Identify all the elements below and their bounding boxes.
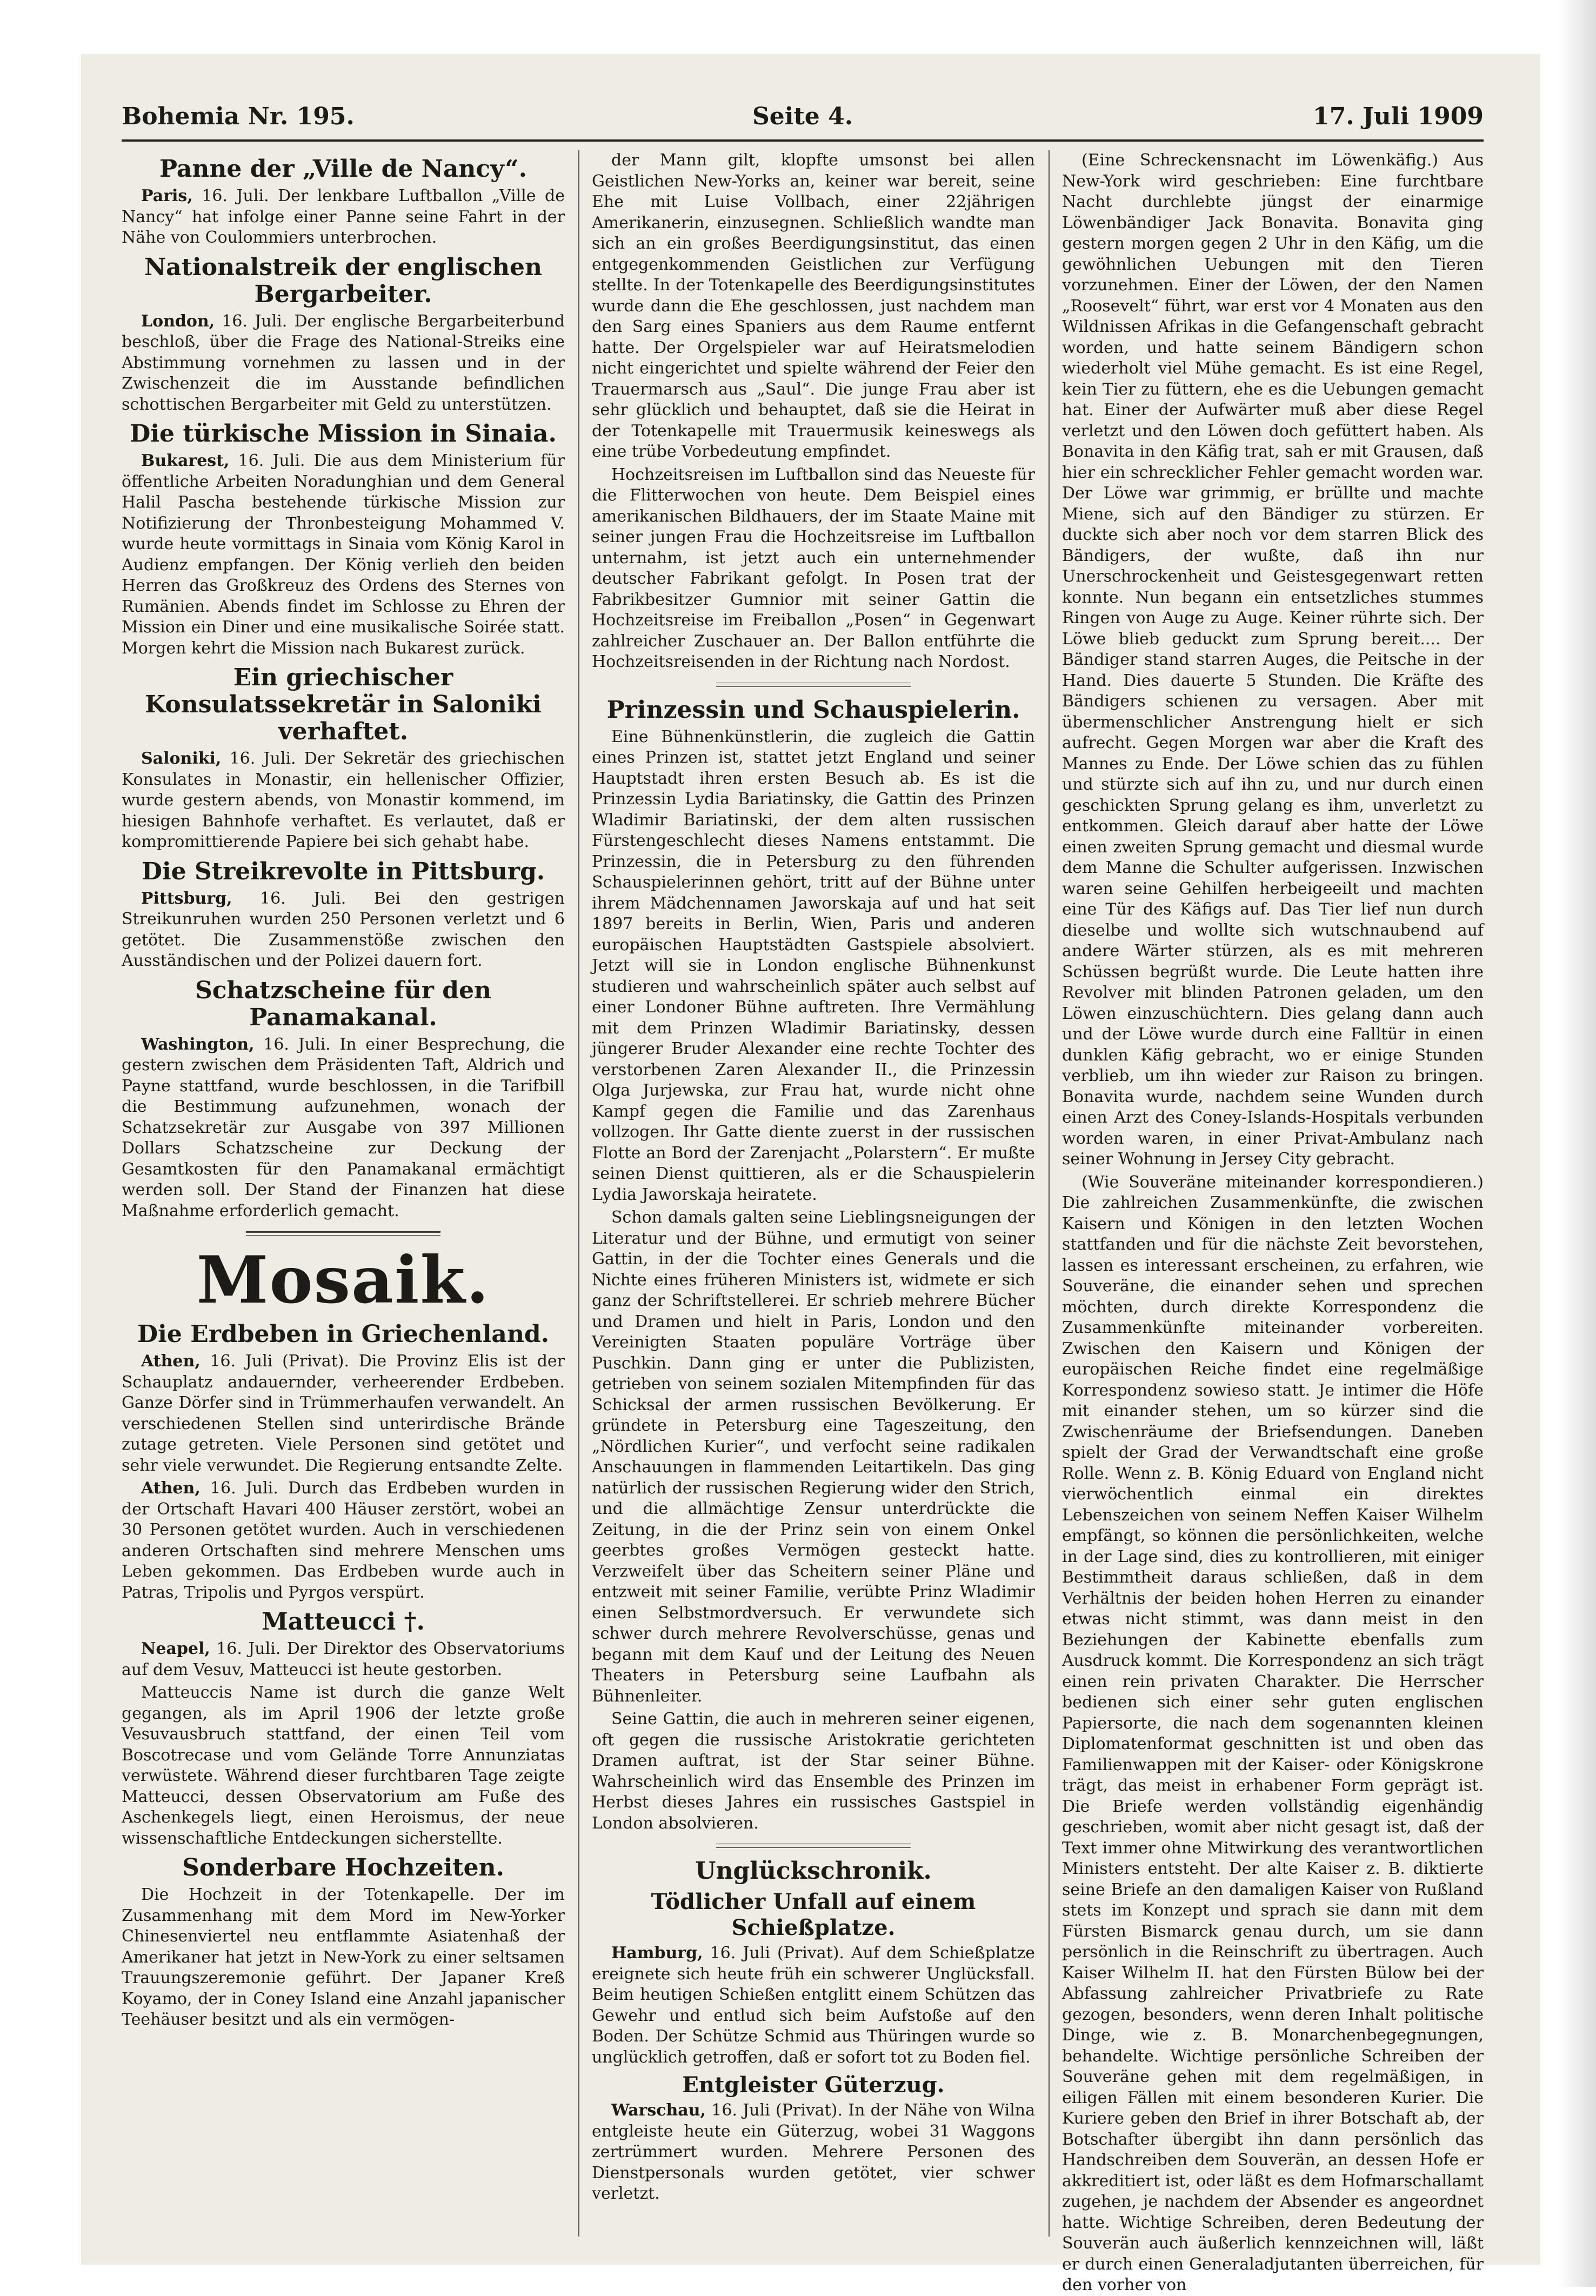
article-body: Hamburg, 16. Juli (Privat). Auf dem Schießplatze ereignete sich heute früh ein schwerer Unglücksfall. Beim heutigen Schießen entglitt einem Schützen das Gewehr und entlud sich beim Aufstoße auf den Boden. Der Schütze Schmid aus Thüringen wurde so unglücklich getroffen, daß er sofort tot zu Boden fiel. [592,1944,1035,2067]
section-rule [716,683,911,687]
article-body: (Eine Schreckensnacht im Löwenkäfig.) Aus New-York wird geschrieben: Eine furchtbare Nacht durchlebte jüngst der einarmige Löwenbändiger Jack Bonavita. Bonavita ging gestern morgen gegen 2 Uhr in den Käfig, um die gewöhnlichen Uebungen mit den Tieren vorzunehmen. Einer der Löwen, der den Namen „Roosevelt“ führt, war erst vor 4 Monaten aus den Wildnissen Afrikas in die Gefangenschaft gebracht worden, und hatte seinem Bändigern schon wiederholt viel Mühe gemacht. Es ist eine Regel, kein Tier zu füttern, ehe es die Uebungen gemacht hat. Einer der Aufwärter muß aber diese Regel verletzt und den Löwen doch gefüttert haben. Als Bonavita in den Käfig trat, sah er mit Grausen, daß hier ein schrecklicher Fehler gemacht worden war. Der Löwe war grimmig, er brüllte und machte Miene, sich auf den Bändiger zu stürzen. Er duckte sich aber noch vor dem starren Blick des Bändigers, der wußte, daß ihn nur Unerschrockenheit und Geistesgegenwart retten konnte. Nun begann ein entsetzliches stummes Ringen von Auge zu Auge. Keiner rührte sich. Der Löwe blieb geduckt zum Sprung bereit.... Der Bändiger stand starren Auges, die Peitsche in der Hand. Dies dauerte 5 Stunden. Die Kräfte des Bändigers schienen zu versagen. Aber mit übermenschlicher Anstrengung hielt er sich aufrecht. Gegen Morgen war aber die Kraft des Mannes zu Ende. Der Löwe schien das zu fühlen und stürzte sich auf ihn zu, und nur durch einen geschickten Sprung gelang es ihm, unverletzt zu entkommen. Gleich darauf aber hatte der Löwe einen zweiten Sprung gemacht und diesmal wurde dem Manne die Schulter aufgerissen. Inzwischen waren seine Gehilfen herbeigeeilt und machten eine Tür des Käfigs auf. Das Tier lief nun durch dieselbe und wollte sich wutschnaubend auf andere Wärter stürzen, als es mit mehreren Schüssen begrüßt wurde. Die Leute hatten ihre Revolver mit blinden Patronen geladen, um den Löwen einzuschüchtern. Dies gelang dann auch und der Löwe wurde durch eine Falltür in einen dunklen Käfig gebracht, wo er einige Stunden verblieb, um ihn wieder zur Raison zu bringen. Bonavita wurde, nachdem seine Wunden durch einen Arzt des Coney-Islands-Hospitals verbunden worden waren, in einer Privat-Ambulanz nach seiner Wohnung in Jersey City gebracht. [1062,151,1484,1169]
dateline: Athen, [141,1479,201,1498]
column-1 [122,150,565,2242]
article-body: Matteuccis Name ist durch die ganze Welt gegangen, als im April 1906 der letzte große Vesuvausbruch stattfand, der einen Teil vom Boscotrecase und vom Gelände Torre Annunziatas verwüstete. Während dieser furchtbaren Tage zeigte Matteucci, dessen Observatorium am Fuße des Aschenkegels liegt, einen Heroismus, der neue wissenschaftliche Entdeckungen sicherstellte. [122,1683,565,1848]
page-number: Seite 4. [752,103,853,130]
article-body: Seine Gattin, die auch in mehreren seiner eigenen, oft gegen die russische Aristokratie gerichteten Dramen auftrat, ist der Star seiner Bühne. Wahrscheinlich wird das Ensemble des Prinzen im Herbst dieses Jahres ein russisches Gastspiel in London absolvieren. [592,1710,1035,1833]
article-body: Eine Bühnenkünstlerin, die zugleich die Gattin eines Prinzen ist, stattet jetzt England und seiner Hauptstadt ihren ersten Besuch ab. Es ist die Prinzessin Lydia Bariatinsky, die Gattin des Prinzen Wladimir Bariatinski, der dem alten russischen Fürstengeschlecht dieses Namens entstammt. Die Prinzessin, die in Petersburg zu den führenden Schauspielerinnen gehört, tritt auf der Bühne unter ihrem Mädchennamen Jaworskaja auf und hat seit 1897 bereits in Berlin, Wien, Paris und anderen europäischen Hauptstädten Gastspiele absolviert. Jetzt will sie in London englische Bühnenkunst studieren und wahrscheinlich später auch selbst auf einer Londoner Bühne auftreten. Ihre Vermählung mit dem Prinzen Wladimir Bariatinsky, dessen jüngerer Bruder Alexander eine rechte Tochter des verstorbenen Zaren Alexander II., die Prinzessin Olga Jurjewska, zur Frau hat, wurde nicht ohne Kampf gegen die Familie und das Zarenhaus vollzogen. Ihr Gatte diente zuerst in der russischen Flotte an Bord der Zarenjacht „Polarstern“. Er mußte seinen Dienst quittieren, als er die Schauspielerin Lydia Jaworskaja heiratete. [592,727,1035,1204]
dateline: Neapel, [141,1639,210,1658]
column-3 [1062,150,1484,2294]
article-body: Saloniki, 16. Juli. Der Sekretär des griechischen Konsulates in Monastir, ein hellenischer Offizier, wurde gestern abends, von Monastir kommend, im hiesigen Bahnhofe verhaftet. Es verlautet, daß er kompromittierende Papiere bei sich gehabt habe. [122,749,565,851]
section-rule [716,1844,911,1848]
article-body: Washington, 16. Juli. In einer Besprechung, die gestern zwischen dem Präsidenten Taft, Aldrich und Payne stattfand, wurde beschlossen, in die Tarifbill die Bestimmung aufzunehmen, wonach der Schatzsekretär zur Ausgabe von 397 Millionen Dollars Schatzscheine zur Deckung der Gesamtkosten für den Panamakanal ermächtigt werden soll. Der Stand der Finanzen hat diese Maßnahme erforderlich gemacht. [122,1034,565,1220]
article-body: London, 16. Juli. Der englische Bergarbeiterbund beschloß, über die Frage des National-Streiks eine Abstimmung vornehmen zu lassen und in der Zwischenzeit die im Ausstande befindlichen schottischen Bergarbeiter mit Geld zu unterstützen. [122,311,565,414]
article-headline: Die Streikrevolte in Pittsburg. [141,857,545,885]
article-headline: Nationalstreik der englischen Bergarbeiter. [144,253,543,308]
article-body: Warschau, 16. Juli (Privat). In der Nähe von Wilna entgleiste heute ein Güterzug, wobei 31 Waggons zertrümmert wurden. Mehrere Personen des Dienstpersonals wurden getötet, vier schwer verletzt. [592,2101,1035,2203]
paper-issue: Bohemia Nr. 195. [122,103,355,130]
article-body: Pittsburg, 16. Juli. Bei den gestrigen Streikunruhen wurden 250 Personen verletzt und 6 getötet. Die Zusammenstöße zwischen den Ausständischen und der Polizei dauern fort. [122,889,565,970]
article-body: Schon damals galten seine Lieblingsneigungen der Literatur und der Bühne, und ermutigt von seiner Gattin, in der die Tochter eines Generals und die Nichte eines früheren Ministers ist, widmete er sich ganz der Schriftstellerei. Er schrieb mehrere Bücher und Dramen und hielt in Paris, London und den Vereinigten Staaten populäre Vorträge über Puschkin. Dann ging er unter die Publizisten, getrieben von seinem sozialen Mitempfinden für das Schicksal der armen russischen Bevölkerung. Er gründete in Petersburg eine Tageszeitung, den „Nördlichen Kurier“, und verfocht seine radikalen Anschauungen in flammenden Leitartikeln. Das ging natürlich der russischen Regierung wider den Strich, und die allmächtige Zensur unterdrückte die Zeitung, in die der Prinz sein von einem Onkel geerbtes großes Vermögen gesteckt hatte. Verzweifelt über das Scheitern seiner Pläne und entzweit mit seiner Familie, verübte Prinz Wladimir einen Selbstmordversuch. Er verwundete sich schwer durch mehrere Revolverschüsse, genas und begann mit dem Kauf und der Leitung des Neuen Theaters in Petersburg seine Laufbahn als Bühnenleiter. [592,1208,1035,1706]
section-rule [246,1231,440,1236]
article-body: Athen, 16. Juli. Durch das Erdbeben wurden in der Ortschaft Havari 400 Häuser zerstört, wobei an 30 Personen getötet wurden. Auch in verschiedenen anderen Ortschaften sind mehrere Menschen ums Leben gekommen. Das Erdbeben wurde auch in Patras, Tripolis und Pyrgos verspürt. [122,1479,565,1602]
dateline: Bukarest, [141,451,230,470]
dateline: Saloniki, [141,749,222,768]
article-body: Athen, 16. Juli (Privat). Die Provinz Elis ist der Schauplatz andauernder, verheerender Erdbeben. Ganze Dörfer sind in Trümmerhaufen verwandelt. An verschiedenen Stellen sind unterirdische Brände zutage getreten. Viele Personen sind getötet und sehr viele verwundet. Die Regierung entsandte Zelte. [122,1352,565,1475]
article-body: Hochzeitsreisen im Luftballon sind das Neueste für die Flitterwochen von heute. Dem Beispiel eines amerikanischen Bildhauers, der im Staate Maine mit seiner jungen Frau die Hochzeitsreise im Luftballon unternahm, ist jetzt auch ein unternehmender deutscher Fabrikant gefolgt. In Posen trat der Fabrikbesitzer Gumnior mit seiner Gattin die Hochzeitsreise im Freiballon „Posen“ in Gegenwart zahlreicher Zuschauer an. Der Ballon entführte die Hochzeitsreisenden in der Richtung nach Nordost. [592,465,1035,671]
column-divider [578,150,579,2237]
article-headline: Prinzessin und Schauspielerin. [606,696,1020,724]
dateline: Pittsburg, [141,889,232,908]
article-body: Paris, 16. Juli. Der lenkbare Luftballon „Ville de Nancy“ hat infolge einer Panne seine Fahrt in der Nähe von Coulommiers unterbrochen. [122,186,565,247]
article-headline: Die türkische Mission in Sinaia. [130,420,557,448]
article-headline: Panne der „Ville de Nancy“. [159,155,527,183]
article-headline: Tödlicher Unfall auf einem Schießplatze. [651,1889,976,1940]
dateline: Warschau, [611,2101,706,2120]
page-header [122,103,1484,141]
article-headline: Ein griechischer Konsulatssekretär in Saloniki verhaftet. [145,664,542,745]
article-body: Neapel, 16. Juli. Der Direktor des Observatoriums auf dem Vesuv, Matteucci ist heute gestorben. [122,1639,565,1679]
article-body: Die Hochzeit in der Totenkapelle. Der im Zusammenhang mit dem Mord im New-Yorker Chinesenviertel neu entflammte Asiatenhaß der Amerikaner hat jetzt in New-York zu einer seltsamen Trauungszeremonie geführt. Der Japaner Kreß Koyamo, der in Coney Island eine Anzahl japanischer Teehäuser besitzt und als ein vermögen- [122,1885,565,2029]
article-headline: Schatzscheine für den Panamakanal. [195,976,492,1031]
issue-date: 17. Juli 1909 [1313,103,1484,130]
article-body: (Wie Souveräne miteinander korrespondieren.) Die zahlreichen Zusammenkünfte, die zwischen Kaisern und Königen in den letzten Wochen stattfanden und für die nächste Zeit bevorstehen, lassen es interessant erscheinen, zu erfahren, wie Souveräne, die einander sehen und sprechen möchten, durch direkte Korrespondenz die Zusammenkünfte miteinander vorbereiten. Zwischen den Kaisern und Königen der europäischen Reiche findet eine regelmäßige Korrespondenz sowieso statt. Je intimer die Höfe mit einander stehen, um so kürzer sind die Zwischenräume der Briefsendungen. Daneben spielt der Grad der Verwandtschaft eine große Rolle. Wenn z. B. König Eduard von England nicht vierwöchentlich einmal ein direktes Lebenszeichen von seinem Neffen Kaiser Wilhelm empfängt, so können die persönlichkeiten, welche in der Lage sind, dies zu kontrollieren, mit einiger Bestimmtheit daraus schließen, daß in dem Verhältnis der beiden hohen Herren zu einander etwas nicht stimmt, was dann meist in den Beziehungen der Kabinette ebenfalls zum Ausdruck kommt. Die Korrespondenz an sich trägt einen rein privaten Charakter. Die Herrscher bedienen sich einer sehr guten englischen Papiersorte, die nach dem sogenannten kleinen Diplomatenformat geschnitten ist und oben das Familienwappen mit der Kaiser- oder Königskrone trägt, das meist in erhabener Form geprägt ist. Die Briefe werden vollständig eigenhändig geschrieben, womit aber nicht gesagt ist, daß der Text immer ohne Mitwirkung des verantwortlichen Ministers entsteht. Der alte Kaiser z. B. diktierte seine Briefe an den damaligen Kaiser von Rußland stets im Konzept und sprach sie dann mit dem Fürsten Bismarck genau durch, um sie dann persönlich in die Reinschrift zu übertragen. Auch Kaiser Wilhelm II. hat den Fürsten Bülow bei der Abfassung zahlreicher Privatbriefe zu Rate gezogen, besonders, wenn deren Inhalt politische Dinge, wie z. B. Monarchenbegegnungen, behandelte. Wichtige persönliche Schreiben der Souveräne gehen mit dem regelmäßigen, in eiligen Fällen mit einem besonderen Kurier. Die Kuriere geben den Brief in ihrer Botschaft ab, der Botschafter übergibt ihn dann persönlich das Handschreiben dem Souverän, an dessen Hofe er akkreditiert ist, oder läßt es dem Hofmarschallamt zugehen, je nachdem der Absender es angeordnet hatte. Wichtige Schreiben, deren Bedeutung der Souverän auch äußerlich kennzeichnen will, läßt er durch einen Generaladjutanten überreichen, für den vorher von [1062,1172,1484,2294]
scan-edge [1558,0,1596,2287]
article-headline: Sonderbare Hochzeiten. [182,1854,504,1881]
header-rule [122,139,1484,142]
article-headline: Matteucci †. [262,1608,425,1636]
dateline: London, [141,311,215,331]
column-2 [592,150,1035,2242]
dateline: Washington, [141,1034,255,1054]
article-body: der Mann gilt, klopfte umsonst bei allen Geistlichen New-Yorks an, keiner war bereit, seine Ehe mit Luise Vollbach, einer 22jährigen Amerikanerin, einzusegnen. Schließlich wandte man sich an ein großes Beerdigungsinstitut, das einen entgegenkommenden Geistlichen zur Verfügung stellte. In der Totenkapelle des Beerdigungsinstitutes wurde dann die Ehe geschlossen, just nachdem man den Sarg eines Spaniers aus dem Raume entfernt hatte. Der Orgelspieler war auf Heiratsmelodien nicht eingerichtet und spielte während der Feier den Trauermarsch aus „Saul“. Die junge Frau aber ist sehr glücklich und behauptet, daß sie die Heirat in der Totenkapelle mit Trauermusik keineswegs als eine trübe Vorbedeutung empfindet. [592,151,1035,461]
dateline: Athen, [141,1352,201,1371]
article-headline: Die Erdbeben in Griechenland. [137,1320,550,1348]
article-body: Bukarest, 16. Juli. Die aus dem Ministerium für öffentliche Arbeiten Noradunghian und dem General Halil Pascha bestehende türkische Mission zur Notifizierung der Thronbesteigung Mohammed V. wurde heute vormittags in Sinaia vom König Karol in Audienz empfangen. Der König verlieh den beiden Herren das Großkreuz des Ordens des Sternes von Rumänien. Abends findet im Schlosse zu Ehren der Mission ein Diner und eine musikalische Soirée statt. Morgen kehrt die Mission nach Bukarest zurück. [122,451,565,658]
column-divider [1049,150,1050,2237]
dateline: Hamburg, [611,1944,703,1963]
dateline: Paris, [141,186,193,205]
article-headline: Entgleister Güterzug. [682,2072,945,2098]
section-title: Unglückschronik. [695,1857,932,1885]
section-title: Mosaik. [196,1242,490,1318]
